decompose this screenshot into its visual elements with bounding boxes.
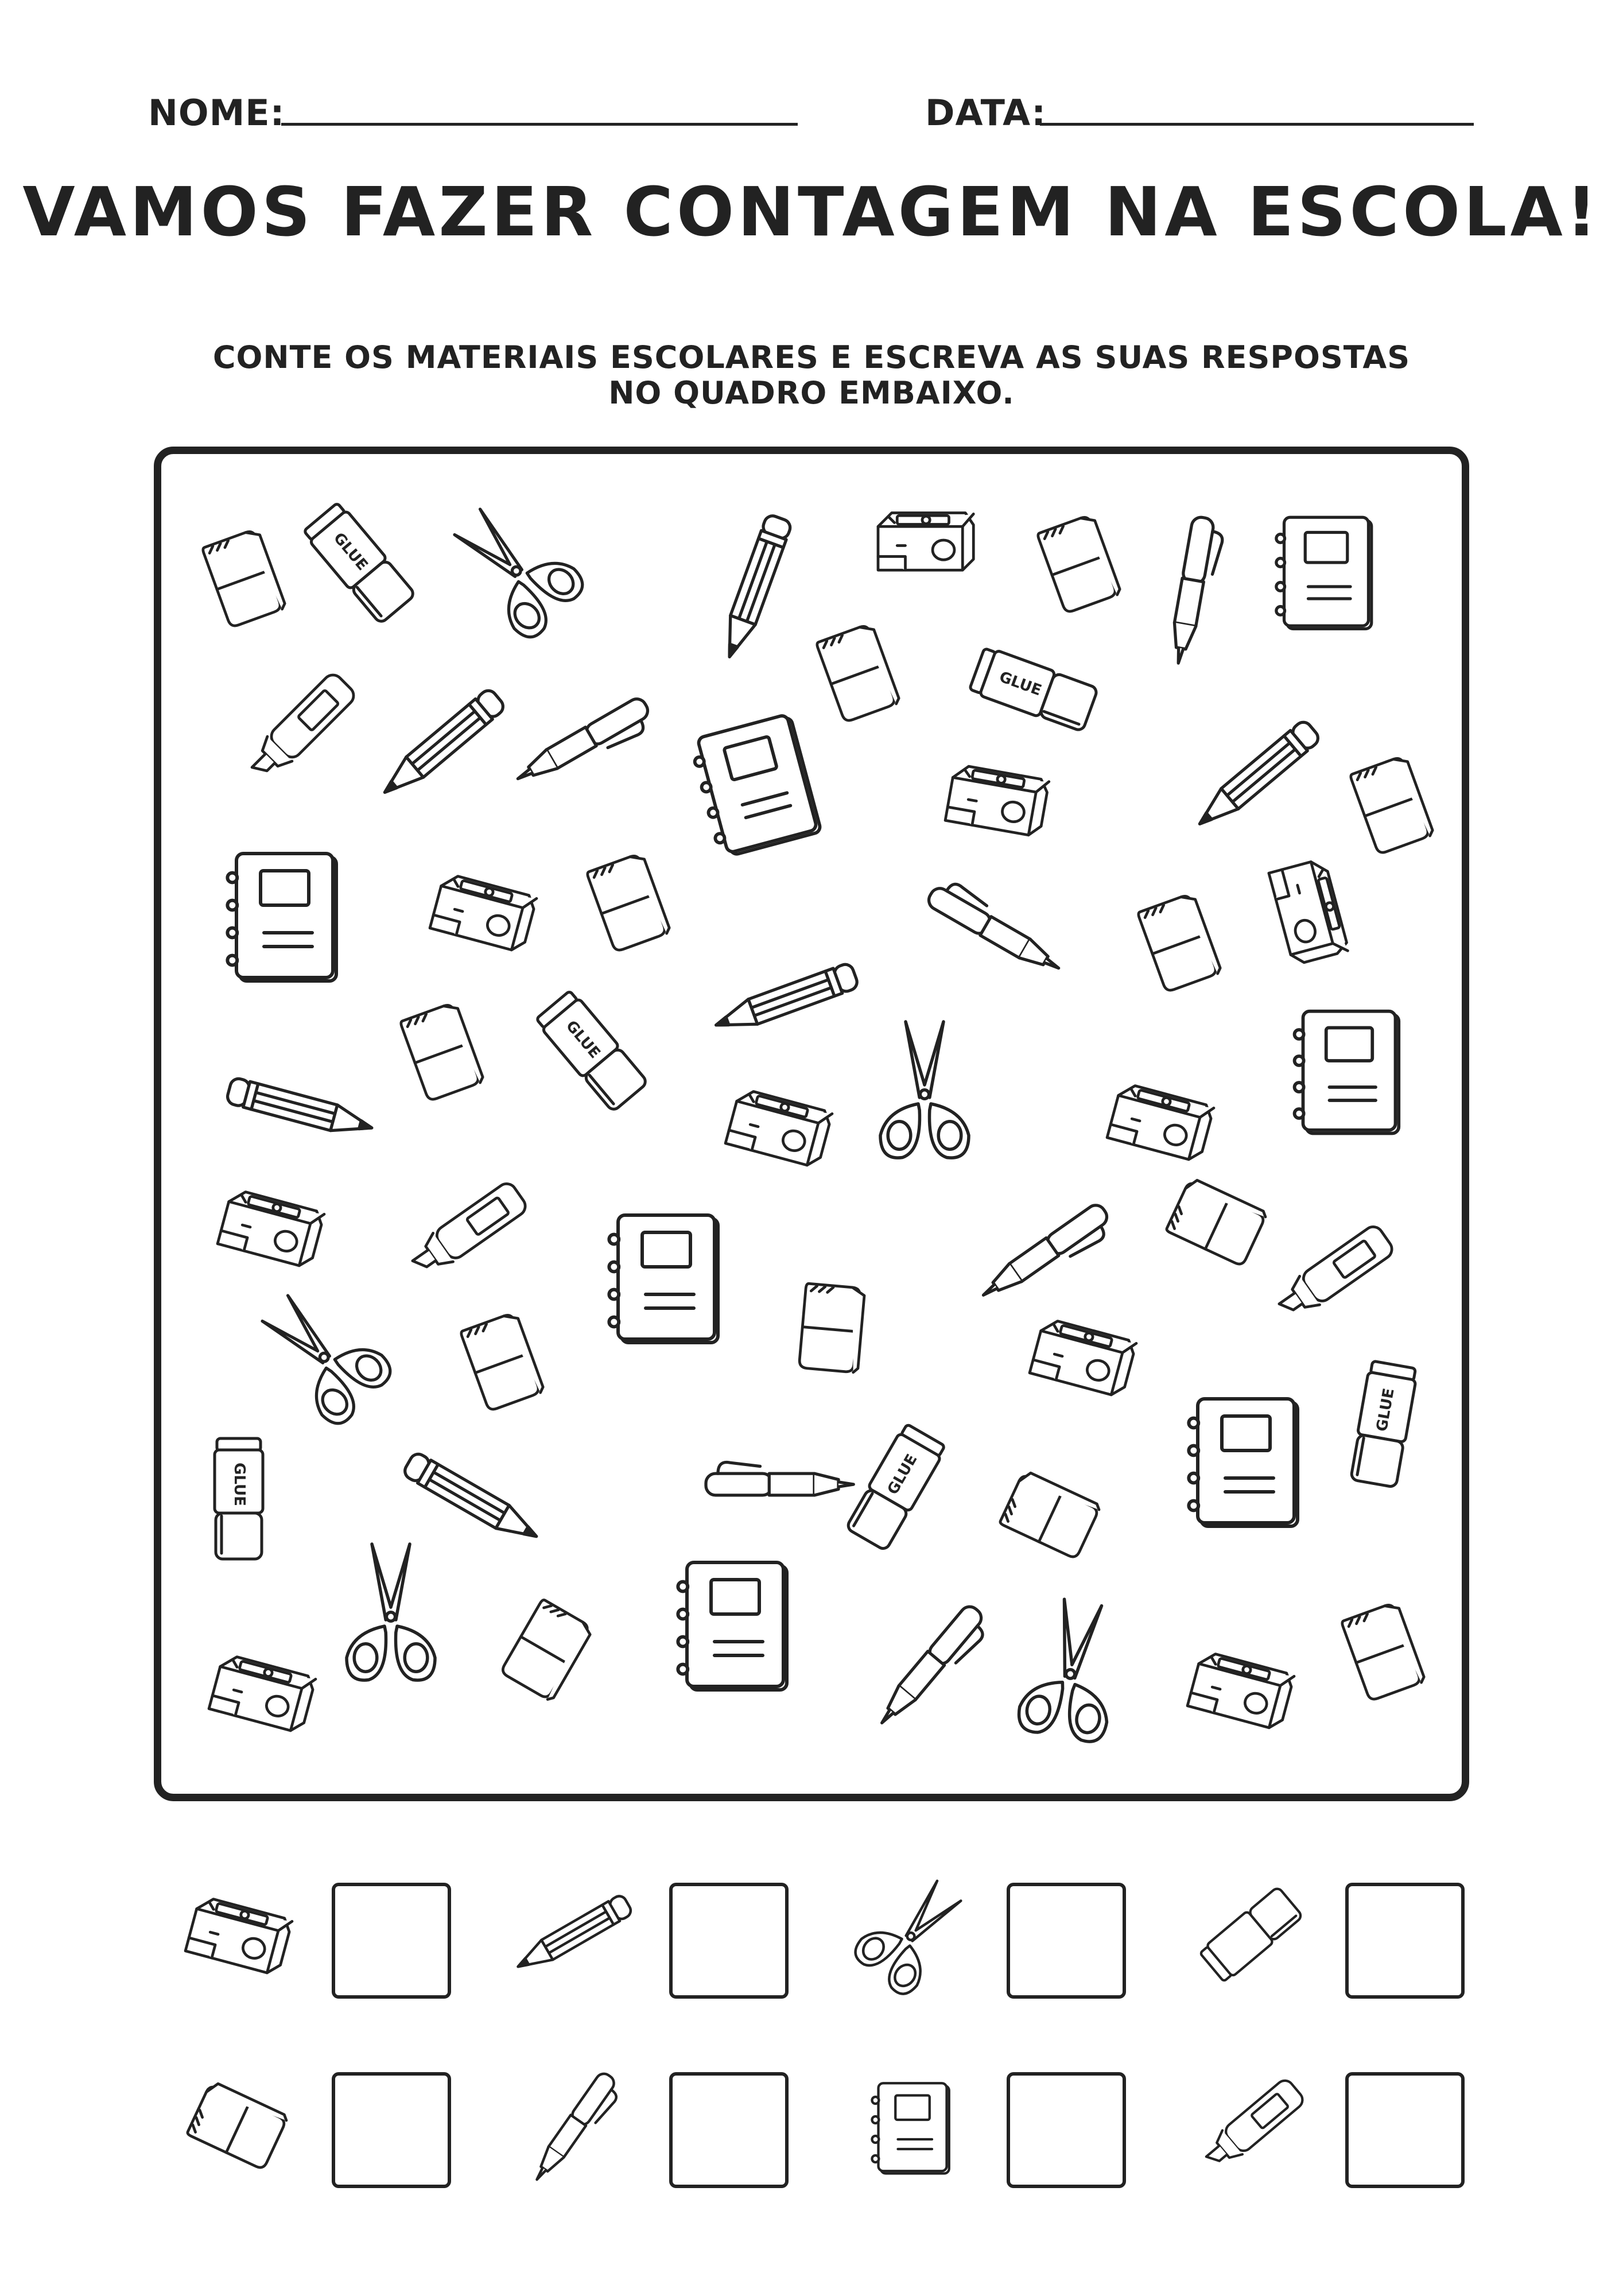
glue-stick-icon <box>1349 1360 1418 1487</box>
notebook-answer-box[interactable] <box>1007 2072 1126 2188</box>
sharpener-icon <box>218 1188 324 1268</box>
notebook-icon <box>227 854 336 981</box>
pencil-icon <box>226 1077 375 1141</box>
sharpener-icon <box>725 1088 832 1168</box>
glue-stick-icon <box>969 646 1098 733</box>
glue-label: GLUE <box>329 529 371 574</box>
notebook-icon <box>689 713 822 859</box>
pen-icon <box>873 1603 993 1737</box>
eraser-icon <box>1350 755 1434 854</box>
page-title: VAMOS FAZER CONTAGEM NA ESCOLA! <box>22 172 1601 251</box>
scissors-answer-box[interactable] <box>1007 1883 1126 1999</box>
eraser-icon <box>500 1599 593 1702</box>
school-supplies-illustration <box>161 454 1462 1794</box>
glue-stick-icon <box>302 502 416 625</box>
notebook-icon <box>678 1562 787 1690</box>
pen-icon <box>977 1201 1117 1313</box>
glue-stick-icon <box>534 990 649 1113</box>
eraser-icon <box>1166 1177 1267 1266</box>
glue-stick-answer-box[interactable] <box>1345 1883 1465 1999</box>
pencil-icon <box>402 1451 543 1548</box>
sharpener-icon <box>1030 1317 1136 1397</box>
date-label: DATA: <box>925 92 1047 134</box>
glue-label: GLUE <box>997 668 1044 700</box>
pen-icon <box>706 1463 853 1495</box>
eraser-icon <box>202 528 286 627</box>
glue-stick-icon <box>845 1423 947 1552</box>
glue-label: GLUE <box>562 1017 604 1062</box>
eraser-icon <box>587 852 671 952</box>
scissors-icon <box>844 1868 981 2000</box>
eraser-icon <box>460 1312 545 1411</box>
notebook-icon <box>1295 1011 1399 1134</box>
notebook-icon <box>609 1215 718 1343</box>
pen-icon <box>925 875 1069 978</box>
eraser-icon <box>400 1002 484 1101</box>
pencil-icon <box>505 1871 643 1998</box>
pencil-answer-box[interactable] <box>669 1883 789 1999</box>
eraser-icon <box>161 2064 310 2190</box>
pencil-icon <box>712 962 860 1037</box>
eraser-icon <box>999 1470 1101 1559</box>
highlighter-icon <box>244 671 358 784</box>
eraser-icon <box>1037 514 1121 613</box>
scissors-icon <box>437 492 589 643</box>
sharpener-icon <box>166 1876 304 1991</box>
sharpener-icon <box>430 872 537 952</box>
scissors-icon <box>880 1022 969 1158</box>
notebook-icon <box>855 2061 970 2198</box>
pencil-icon <box>717 514 792 662</box>
glue-label: GLUE <box>1373 1387 1398 1433</box>
eraser-icon <box>1137 893 1222 992</box>
sharpener-icon <box>1107 1082 1214 1162</box>
pen-icon <box>1168 516 1226 667</box>
pencil-icon <box>376 687 507 802</box>
eraser-answer-box[interactable] <box>332 2072 451 2188</box>
pen-icon <box>512 696 657 798</box>
sharpener-icon <box>1269 858 1349 965</box>
scissors-icon <box>1016 1595 1127 1744</box>
eraser-icon <box>816 623 900 722</box>
instructions: CONTE OS MATERIAIS ESCOLARES E ESCREVA AS SUAS RESPOSTAS NO QUADRO EMBAIXO. <box>212 339 1411 411</box>
name-label: NOME: <box>148 92 285 134</box>
glue-label: GLUE <box>884 1451 921 1498</box>
glue-label: GLUE <box>231 1463 248 1506</box>
eraser-icon <box>1341 1601 1426 1701</box>
scissors-icon <box>245 1278 397 1430</box>
name-field[interactable] <box>281 123 798 126</box>
highlighter-icon <box>1182 2061 1320 2193</box>
sharpener-icon <box>1187 1650 1294 1730</box>
highlighter-icon <box>406 1180 529 1281</box>
sharpener-icon <box>209 1653 316 1733</box>
glue-stick-icon <box>215 1438 263 1559</box>
eraser-icon <box>799 1283 865 1373</box>
notebook-icon <box>1276 517 1372 629</box>
scissors-icon <box>347 1544 435 1680</box>
sharpener-icon <box>878 513 973 571</box>
pencil-icon <box>1191 719 1322 834</box>
highlighter-icon <box>1273 1223 1396 1324</box>
sharpener-answer-box[interactable] <box>332 1883 451 1999</box>
pen-icon <box>505 2061 643 2193</box>
pen-answer-box[interactable] <box>669 2072 789 2188</box>
date-field[interactable] <box>1040 123 1474 126</box>
notebook-icon <box>1189 1399 1298 1526</box>
counting-board <box>154 447 1469 1801</box>
highlighter-answer-box[interactable] <box>1345 2072 1465 2188</box>
sharpener-icon <box>945 764 1049 837</box>
glue-stick-icon <box>1182 1871 1320 1998</box>
